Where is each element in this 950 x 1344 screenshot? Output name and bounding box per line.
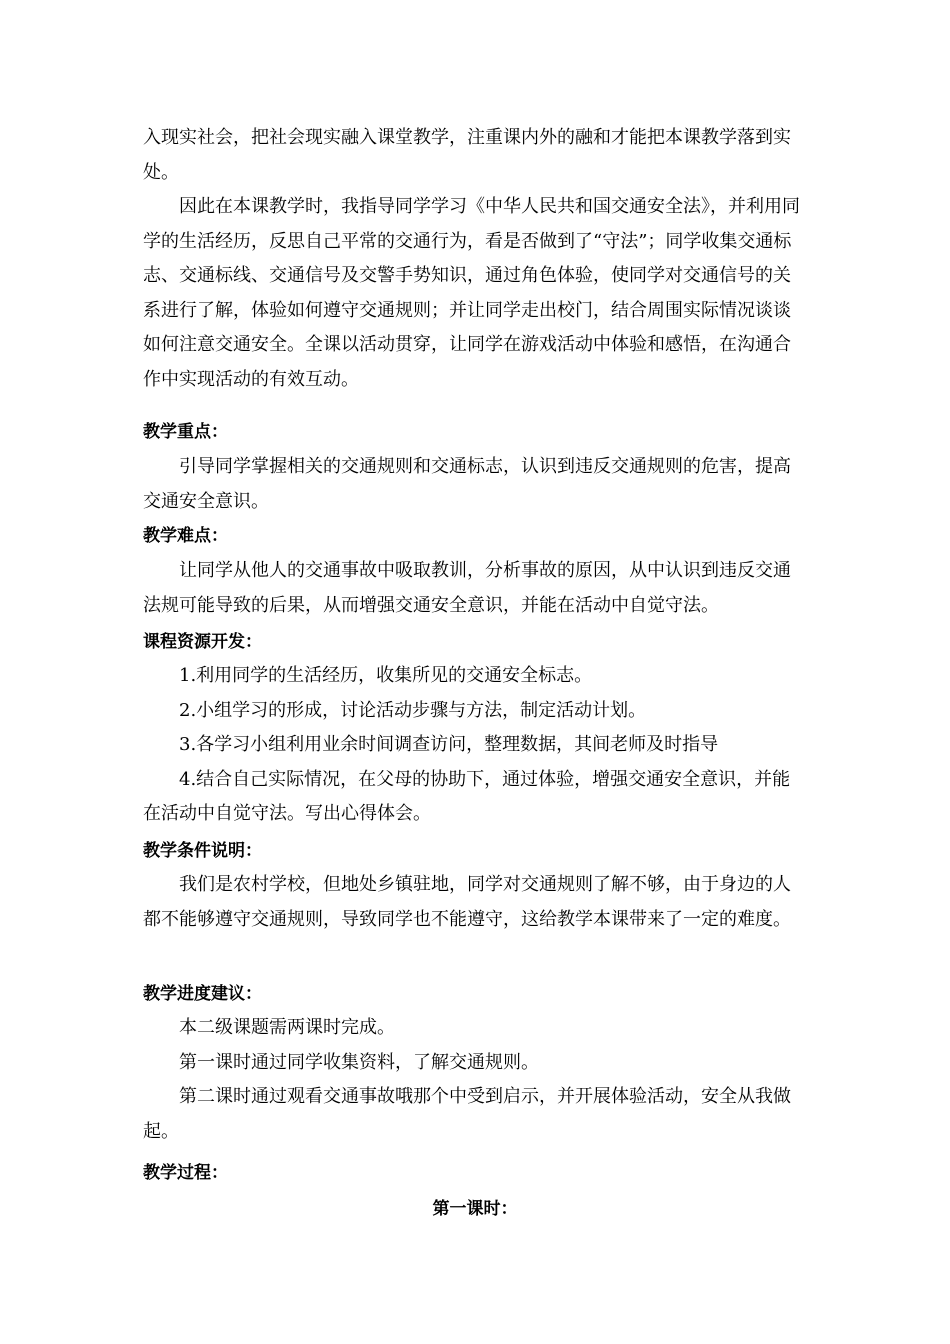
intro-paragraph: 因此在本课教学时，我指导同学学习《中华人民共和国交通安全法》，并利用同学的生活经历，反思自己平常的交通行为，看是否做到了“守法”；同学收集交通标志、交通标线、交通信号及交警手势知识，通过角色体验，使同学对交通信号的关系进行了解，体验如何遵守交通规则；并让同学走出校门，结合周围实际情况谈谈如何注意交通安全。全课以活动贯穿，让同学在游戏活动中体验和感悟，在沟通合作中实现活动的有效互动。	[143, 196, 800, 390]
resources-list	[143, 659, 807, 832]
difficulty-text: 让同学从他人的交通事故中吸取教训，分析事故的原因，从中认识到违反交通法规可能导致的后果，从而增强交通安全意识，并能在活动中自觉守法。	[143, 560, 791, 616]
focus-heading: 教学重点：	[143, 422, 228, 442]
schedule-line: 第二课时通过观看交通事故哦那个中受到启示，并开展体验活动，安全从我做起。	[143, 1086, 791, 1142]
list-item: 3.各学习小组利用业余时间调查访问，整理数据，其间老师及时指导	[179, 734, 719, 755]
difficulty-heading: 教学难点：	[143, 526, 228, 546]
focus-section	[143, 450, 807, 519]
list-item: 4.结合自己实际情况，在父母的协助下，通过体验，增强交通安全意识，并能在活动中自觉守法。写出心得体会。	[143, 768, 791, 824]
schedule-line: 本二级课题需两课时完成。	[179, 1017, 395, 1038]
intro-section	[143, 121, 807, 397]
conditions-text: 我们是农村学校，但地处乡镇驻地，同学对交通规则了解不够，由于身边的人都不能够遵守交通规则，导致同学也不能遵守，这给教学本课带来了一定的难度。	[143, 874, 791, 930]
conditions-section	[143, 868, 807, 937]
intro-continuation: 入现实社会，把社会现实融入课堂教学，注重课内外的融和才能把本课教学落到实处。	[143, 127, 791, 183]
conditions-heading: 教学条件说明：	[143, 841, 262, 861]
difficulty-section	[143, 554, 807, 623]
lesson-title: 第一课时：	[432, 1199, 518, 1219]
list-item: 2.小组学习的形成，讨论活动步骤与方法，制定活动计划。	[179, 699, 647, 721]
resources-heading: 课程资源开发：	[143, 632, 262, 652]
schedule-section	[143, 1011, 807, 1149]
focus-text: 引导同学掌握相关的交通规则和交通标志，认识到违反交通规则的危害，提高交通安全意识。	[143, 456, 791, 512]
list-item: 1.利用同学的生活经历，收集所见的交通安全标志。	[179, 665, 593, 686]
schedule-heading: 教学进度建议：	[143, 984, 262, 1004]
process-heading: 教学过程：	[143, 1163, 228, 1183]
schedule-line: 第一课时通过同学收集资料，了解交通规则。	[179, 1051, 539, 1073]
